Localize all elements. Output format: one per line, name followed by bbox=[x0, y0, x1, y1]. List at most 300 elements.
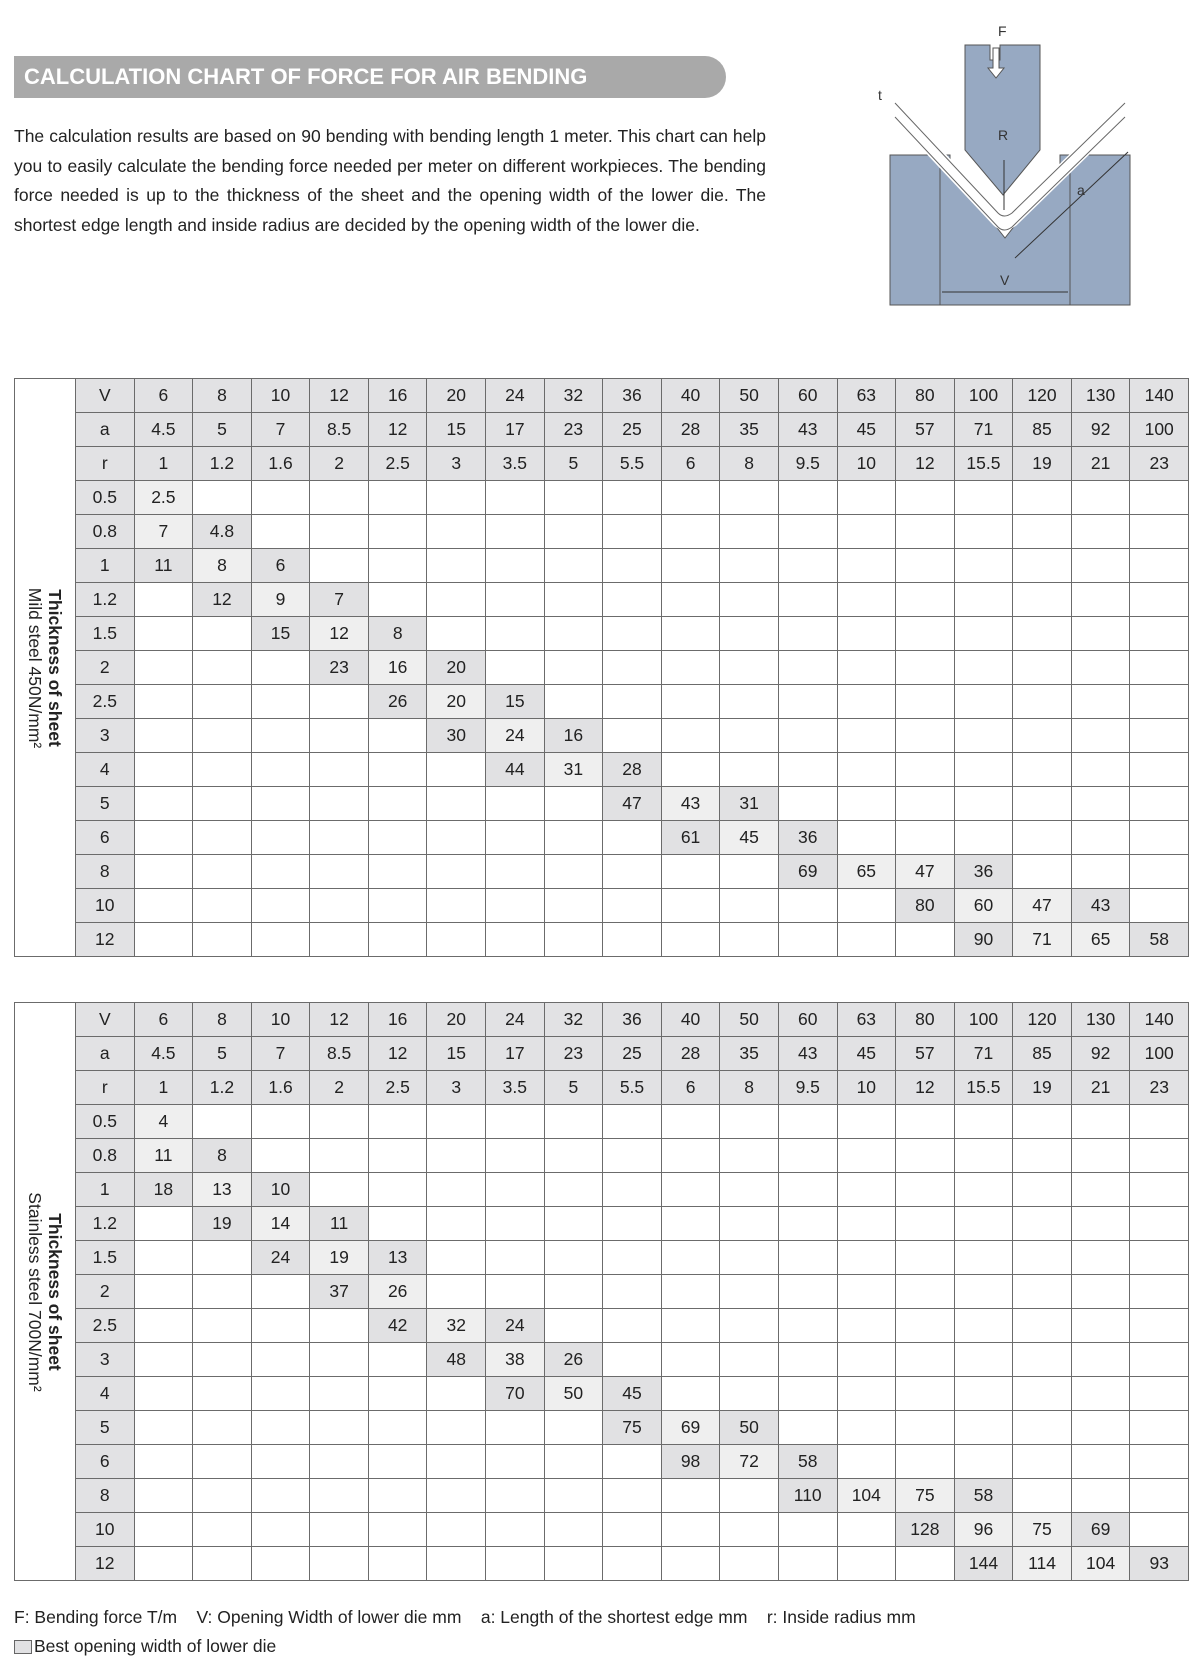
empty-cell bbox=[954, 1445, 1013, 1479]
side-label-bold: Thickness of sheet bbox=[45, 1212, 65, 1371]
table-row bbox=[15, 1105, 1189, 1139]
force-cell-best: 19 bbox=[193, 1207, 252, 1241]
empty-cell bbox=[603, 1513, 662, 1547]
empty-cell bbox=[193, 685, 252, 719]
empty-cell bbox=[368, 481, 427, 515]
empty-cell bbox=[251, 753, 310, 787]
empty-cell bbox=[720, 753, 779, 787]
empty-cell bbox=[1071, 719, 1130, 753]
force-cell-best: 7 bbox=[310, 583, 369, 617]
empty-cell bbox=[778, 651, 837, 685]
side-label bbox=[15, 379, 76, 957]
empty-cell bbox=[837, 549, 896, 583]
empty-cell bbox=[1130, 515, 1189, 549]
empty-cell bbox=[661, 1139, 720, 1173]
thickness-cell: 10 bbox=[76, 1513, 135, 1547]
thickness-cell: 2 bbox=[76, 651, 135, 685]
empty-cell bbox=[896, 1275, 955, 1309]
header-cell: 23 bbox=[544, 413, 603, 447]
thickness-cell: 1 bbox=[76, 1173, 135, 1207]
empty-cell bbox=[368, 583, 427, 617]
empty-cell bbox=[1071, 549, 1130, 583]
empty-cell bbox=[778, 1241, 837, 1275]
empty-cell bbox=[544, 855, 603, 889]
force-cell-best: 144 bbox=[954, 1547, 1013, 1581]
header-row-V bbox=[15, 1003, 1189, 1037]
empty-cell bbox=[544, 481, 603, 515]
empty-cell bbox=[251, 1275, 310, 1309]
header-row-r bbox=[15, 447, 1189, 481]
side-label-bold: Thickness of sheet bbox=[45, 588, 65, 747]
table-row bbox=[15, 481, 1189, 515]
empty-cell bbox=[368, 1411, 427, 1445]
thickness-cell: 6 bbox=[76, 821, 135, 855]
header-label: V bbox=[76, 379, 135, 413]
empty-cell bbox=[661, 1343, 720, 1377]
empty-cell bbox=[1071, 1309, 1130, 1343]
header-cell: 92 bbox=[1071, 1037, 1130, 1071]
header-cell: 4.5 bbox=[134, 413, 193, 447]
best-opening-swatch bbox=[14, 1640, 32, 1654]
empty-cell bbox=[778, 1343, 837, 1377]
header-cell: 9.5 bbox=[778, 1071, 837, 1105]
force-cell-best: 8 bbox=[368, 617, 427, 651]
empty-cell bbox=[603, 1241, 662, 1275]
force-cell: 96 bbox=[954, 1513, 1013, 1547]
empty-cell bbox=[427, 1241, 486, 1275]
header-row-V bbox=[15, 379, 1189, 413]
empty-cell bbox=[310, 1547, 369, 1581]
empty-cell bbox=[193, 1513, 252, 1547]
empty-cell bbox=[310, 719, 369, 753]
force-cell-best: 24 bbox=[486, 1309, 545, 1343]
empty-cell bbox=[1071, 651, 1130, 685]
empty-cell bbox=[720, 719, 779, 753]
empty-cell bbox=[1071, 753, 1130, 787]
force-cell-best: 13 bbox=[368, 1241, 427, 1275]
empty-cell bbox=[720, 515, 779, 549]
empty-cell bbox=[134, 1445, 193, 1479]
header-cell: 21 bbox=[1071, 447, 1130, 481]
empty-cell bbox=[603, 651, 662, 685]
empty-cell bbox=[368, 1547, 427, 1581]
empty-cell bbox=[544, 787, 603, 821]
header-cell: 25 bbox=[603, 1037, 662, 1071]
table-row bbox=[15, 1207, 1189, 1241]
empty-cell bbox=[251, 1139, 310, 1173]
header-cell: 100 bbox=[954, 1003, 1013, 1037]
empty-cell bbox=[368, 753, 427, 787]
empty-cell bbox=[310, 855, 369, 889]
empty-cell bbox=[427, 1173, 486, 1207]
empty-cell bbox=[837, 481, 896, 515]
table-row bbox=[15, 889, 1189, 923]
empty-cell bbox=[310, 1513, 369, 1547]
empty-cell bbox=[1130, 617, 1189, 651]
label-t: t bbox=[878, 87, 882, 103]
empty-cell bbox=[603, 821, 662, 855]
empty-cell bbox=[1130, 1479, 1189, 1513]
table-row bbox=[15, 1275, 1189, 1309]
force-cell-best: 31 bbox=[720, 787, 779, 821]
empty-cell bbox=[1013, 1309, 1072, 1343]
force-cell-best: 11 bbox=[134, 549, 193, 583]
empty-cell bbox=[251, 1343, 310, 1377]
label-F: F bbox=[998, 23, 1007, 39]
empty-cell bbox=[1130, 855, 1189, 889]
header-cell: 5 bbox=[193, 413, 252, 447]
thickness-cell: 2.5 bbox=[76, 685, 135, 719]
empty-cell bbox=[251, 1547, 310, 1581]
force-cell-best: 70 bbox=[486, 1377, 545, 1411]
empty-cell bbox=[603, 549, 662, 583]
empty-cell bbox=[427, 1513, 486, 1547]
legend-abbreviations: F: Bending force T/m V: Opening Width of lower die mm a: Length of the shortest edge mm r: Inside radius mm bbox=[14, 1607, 916, 1627]
empty-cell bbox=[1013, 1105, 1072, 1139]
label-a: a bbox=[1077, 182, 1085, 198]
empty-cell bbox=[427, 617, 486, 651]
header-label: r bbox=[76, 447, 135, 481]
empty-cell bbox=[1071, 1173, 1130, 1207]
empty-cell bbox=[1013, 753, 1072, 787]
force-cell-best: 26 bbox=[544, 1343, 603, 1377]
thickness-cell: 8 bbox=[76, 855, 135, 889]
header-cell: 19 bbox=[1013, 1071, 1072, 1105]
header-cell: 45 bbox=[837, 1037, 896, 1071]
empty-cell bbox=[1071, 1377, 1130, 1411]
empty-cell bbox=[544, 549, 603, 583]
header-cell: 16 bbox=[368, 1003, 427, 1037]
empty-cell bbox=[1013, 515, 1072, 549]
empty-cell bbox=[193, 1479, 252, 1513]
empty-cell bbox=[368, 787, 427, 821]
empty-cell bbox=[427, 1207, 486, 1241]
empty-cell bbox=[486, 515, 545, 549]
empty-cell bbox=[1130, 1207, 1189, 1241]
empty-cell bbox=[954, 1207, 1013, 1241]
header-cell: 24 bbox=[486, 379, 545, 413]
force-cell: 50 bbox=[544, 1377, 603, 1411]
header-cell: 24 bbox=[486, 1003, 545, 1037]
empty-cell bbox=[603, 515, 662, 549]
thickness-cell: 0.5 bbox=[76, 481, 135, 515]
header-cell: 3 bbox=[427, 1071, 486, 1105]
empty-cell bbox=[837, 1105, 896, 1139]
empty-cell bbox=[134, 1479, 193, 1513]
header-cell: 6 bbox=[134, 1003, 193, 1037]
empty-cell bbox=[368, 1445, 427, 1479]
force-cell-best: 20 bbox=[427, 651, 486, 685]
force-cell: 14 bbox=[251, 1207, 310, 1241]
empty-cell bbox=[251, 889, 310, 923]
header-cell: 1 bbox=[134, 447, 193, 481]
header-cell: 2 bbox=[310, 447, 369, 481]
empty-cell bbox=[661, 1207, 720, 1241]
empty-cell bbox=[251, 651, 310, 685]
force-cell: 9 bbox=[251, 583, 310, 617]
empty-cell bbox=[310, 1105, 369, 1139]
empty-cell bbox=[427, 821, 486, 855]
empty-cell bbox=[720, 1105, 779, 1139]
empty-cell bbox=[544, 1105, 603, 1139]
empty-cell bbox=[720, 1241, 779, 1275]
force-cell-best: 42 bbox=[368, 1309, 427, 1343]
header-cell: 63 bbox=[837, 1003, 896, 1037]
empty-cell bbox=[427, 787, 486, 821]
header-cell: 8.5 bbox=[310, 413, 369, 447]
force-cell-best: 93 bbox=[1130, 1547, 1189, 1581]
empty-cell bbox=[837, 583, 896, 617]
empty-cell bbox=[661, 1105, 720, 1139]
empty-cell bbox=[310, 889, 369, 923]
empty-cell bbox=[427, 1547, 486, 1581]
empty-cell bbox=[134, 1513, 193, 1547]
header-cell: 2.5 bbox=[368, 1071, 427, 1105]
empty-cell bbox=[954, 1105, 1013, 1139]
header-cell: 17 bbox=[486, 413, 545, 447]
header-cell: 40 bbox=[661, 1003, 720, 1037]
empty-cell bbox=[251, 1479, 310, 1513]
empty-cell bbox=[486, 1241, 545, 1275]
thickness-cell: 0.8 bbox=[76, 515, 135, 549]
empty-cell bbox=[1130, 1513, 1189, 1547]
empty-cell bbox=[720, 1207, 779, 1241]
table-row bbox=[15, 685, 1189, 719]
empty-cell bbox=[1130, 651, 1189, 685]
side-label-material: Stainless steel 700N/mm² bbox=[25, 1191, 45, 1392]
empty-cell bbox=[544, 1513, 603, 1547]
empty-cell bbox=[486, 787, 545, 821]
empty-cell bbox=[1013, 617, 1072, 651]
header-cell: 5 bbox=[193, 1037, 252, 1071]
header-cell: 92 bbox=[1071, 413, 1130, 447]
empty-cell bbox=[778, 549, 837, 583]
force-cell-best: 15 bbox=[486, 685, 545, 719]
empty-cell bbox=[1130, 583, 1189, 617]
label-R: R bbox=[998, 127, 1009, 143]
force-cell: 31 bbox=[544, 753, 603, 787]
force-cell-best: 50 bbox=[720, 1411, 779, 1445]
empty-cell bbox=[896, 515, 955, 549]
empty-cell bbox=[427, 515, 486, 549]
empty-cell bbox=[603, 481, 662, 515]
thickness-cell: 4 bbox=[76, 1377, 135, 1411]
empty-cell bbox=[544, 1411, 603, 1445]
empty-cell bbox=[486, 617, 545, 651]
table-row bbox=[15, 855, 1189, 889]
empty-cell bbox=[193, 481, 252, 515]
header-label: r bbox=[76, 1071, 135, 1105]
empty-cell bbox=[837, 1241, 896, 1275]
header-cell: 9.5 bbox=[778, 447, 837, 481]
empty-cell bbox=[134, 855, 193, 889]
empty-cell bbox=[837, 1411, 896, 1445]
empty-cell bbox=[1071, 1445, 1130, 1479]
empty-cell bbox=[1013, 1173, 1072, 1207]
empty-cell bbox=[661, 1173, 720, 1207]
empty-cell bbox=[1071, 821, 1130, 855]
empty-cell bbox=[1071, 1207, 1130, 1241]
empty-cell bbox=[837, 1513, 896, 1547]
thickness-cell: 4 bbox=[76, 753, 135, 787]
empty-cell bbox=[720, 1377, 779, 1411]
empty-cell bbox=[720, 583, 779, 617]
header-cell: 23 bbox=[544, 1037, 603, 1071]
empty-cell bbox=[954, 481, 1013, 515]
empty-cell bbox=[1013, 855, 1072, 889]
empty-cell bbox=[1071, 1139, 1130, 1173]
empty-cell bbox=[251, 481, 310, 515]
header-cell: 43 bbox=[778, 1037, 837, 1071]
empty-cell bbox=[193, 1445, 252, 1479]
empty-cell bbox=[720, 481, 779, 515]
header-cell: 1 bbox=[134, 1071, 193, 1105]
header-cell: 130 bbox=[1071, 379, 1130, 413]
empty-cell bbox=[661, 889, 720, 923]
force-cell: 71 bbox=[1013, 923, 1072, 957]
empty-cell bbox=[486, 549, 545, 583]
header-cell: 12 bbox=[310, 379, 369, 413]
empty-cell bbox=[1013, 1139, 1072, 1173]
empty-cell bbox=[310, 549, 369, 583]
empty-cell bbox=[603, 617, 662, 651]
empty-cell bbox=[837, 821, 896, 855]
empty-cell bbox=[427, 481, 486, 515]
empty-cell bbox=[134, 1547, 193, 1581]
empty-cell bbox=[778, 481, 837, 515]
empty-cell bbox=[251, 1105, 310, 1139]
empty-cell bbox=[778, 787, 837, 821]
empty-cell bbox=[1071, 617, 1130, 651]
force-cell-best: 98 bbox=[661, 1445, 720, 1479]
force-cell-best: 48 bbox=[427, 1343, 486, 1377]
force-cell-best: 36 bbox=[778, 821, 837, 855]
empty-cell bbox=[486, 855, 545, 889]
thickness-cell: 1 bbox=[76, 549, 135, 583]
force-cell: 26 bbox=[368, 1275, 427, 1309]
header-label: a bbox=[76, 1037, 135, 1071]
empty-cell bbox=[544, 651, 603, 685]
force-cell: 114 bbox=[1013, 1547, 1072, 1581]
empty-cell bbox=[954, 583, 1013, 617]
force-cell-best: 37 bbox=[310, 1275, 369, 1309]
force-cell-best: 4.8 bbox=[193, 515, 252, 549]
table-row bbox=[15, 549, 1189, 583]
empty-cell bbox=[486, 1513, 545, 1547]
header-cell: 35 bbox=[720, 1037, 779, 1071]
empty-cell bbox=[134, 617, 193, 651]
header-cell: 17 bbox=[486, 1037, 545, 1071]
empty-cell bbox=[954, 549, 1013, 583]
empty-cell bbox=[368, 515, 427, 549]
empty-cell bbox=[427, 753, 486, 787]
empty-cell bbox=[1013, 1479, 1072, 1513]
empty-cell bbox=[896, 923, 955, 957]
empty-cell bbox=[661, 1241, 720, 1275]
empty-cell bbox=[661, 685, 720, 719]
table-row bbox=[15, 753, 1189, 787]
empty-cell bbox=[837, 1445, 896, 1479]
empty-cell bbox=[720, 617, 779, 651]
empty-cell bbox=[1071, 515, 1130, 549]
empty-cell bbox=[778, 1105, 837, 1139]
empty-cell bbox=[896, 1241, 955, 1275]
header-cell: 50 bbox=[720, 1003, 779, 1037]
empty-cell bbox=[251, 1411, 310, 1445]
empty-cell bbox=[720, 1513, 779, 1547]
empty-cell bbox=[251, 1377, 310, 1411]
header-cell: 57 bbox=[896, 413, 955, 447]
empty-cell bbox=[544, 617, 603, 651]
force-cell-best: 61 bbox=[661, 821, 720, 855]
empty-cell bbox=[193, 617, 252, 651]
empty-cell bbox=[778, 1513, 837, 1547]
force-cell-best: 24 bbox=[251, 1241, 310, 1275]
empty-cell bbox=[720, 1309, 779, 1343]
empty-cell bbox=[837, 1275, 896, 1309]
header-row-a bbox=[15, 413, 1189, 447]
header-cell: 5 bbox=[544, 447, 603, 481]
empty-cell bbox=[368, 855, 427, 889]
empty-cell bbox=[1013, 1343, 1072, 1377]
empty-cell bbox=[1013, 1241, 1072, 1275]
table-row bbox=[15, 1547, 1189, 1581]
force-cell-best: 12 bbox=[193, 583, 252, 617]
empty-cell bbox=[544, 923, 603, 957]
header-cell: 1.6 bbox=[251, 1071, 310, 1105]
header-cell: 36 bbox=[603, 379, 662, 413]
empty-cell bbox=[896, 1173, 955, 1207]
empty-cell bbox=[954, 1411, 1013, 1445]
force-cell-best: 58 bbox=[954, 1479, 1013, 1513]
table-row bbox=[15, 1173, 1189, 1207]
header-cell: 6 bbox=[661, 1071, 720, 1105]
header-cell: 71 bbox=[954, 413, 1013, 447]
empty-cell bbox=[837, 1139, 896, 1173]
empty-cell bbox=[193, 855, 252, 889]
thickness-cell: 1.2 bbox=[76, 1207, 135, 1241]
force-cell-best: 45 bbox=[603, 1377, 662, 1411]
header-cell: 6 bbox=[134, 379, 193, 413]
force-cell: 19 bbox=[310, 1241, 369, 1275]
force-cell-best: 69 bbox=[1071, 1513, 1130, 1547]
header-label: V bbox=[76, 1003, 135, 1037]
empty-cell bbox=[1071, 1411, 1130, 1445]
header-cell: 20 bbox=[427, 1003, 486, 1037]
empty-cell bbox=[603, 1275, 662, 1309]
force-cell: 47 bbox=[896, 855, 955, 889]
header-cell: 3.5 bbox=[486, 447, 545, 481]
empty-cell bbox=[954, 719, 1013, 753]
empty-cell bbox=[896, 821, 955, 855]
empty-cell bbox=[896, 1377, 955, 1411]
empty-cell bbox=[1130, 1139, 1189, 1173]
empty-cell bbox=[193, 1547, 252, 1581]
empty-cell bbox=[251, 923, 310, 957]
header-cell: 140 bbox=[1130, 1003, 1189, 1037]
empty-cell bbox=[193, 923, 252, 957]
empty-cell bbox=[603, 855, 662, 889]
empty-cell bbox=[427, 855, 486, 889]
empty-cell bbox=[778, 1139, 837, 1173]
empty-cell bbox=[896, 1207, 955, 1241]
empty-cell bbox=[193, 1275, 252, 1309]
empty-cell bbox=[896, 1445, 955, 1479]
empty-cell bbox=[837, 719, 896, 753]
empty-cell bbox=[720, 1275, 779, 1309]
header-cell: 8.5 bbox=[310, 1037, 369, 1071]
empty-cell bbox=[837, 1343, 896, 1377]
